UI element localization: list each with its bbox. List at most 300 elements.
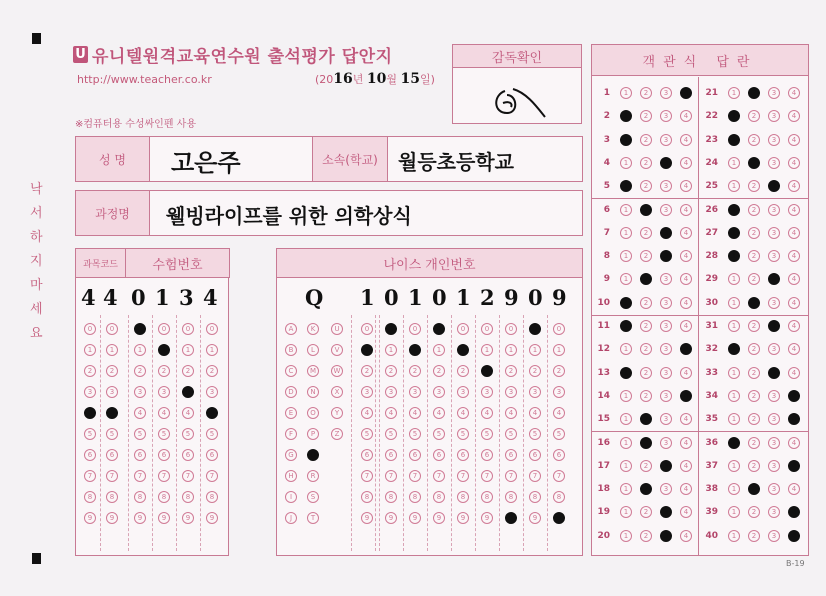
exam-bubble[interactable]: 4	[182, 407, 194, 419]
answer-bubble[interactable]: 4	[680, 367, 692, 379]
answer-bubble[interactable]: 4	[788, 157, 800, 169]
answer-bubble[interactable]: 4	[680, 87, 692, 99]
nice-digit-bubble[interactable]: 4	[529, 407, 541, 419]
exam-bubble[interactable]: 9	[182, 512, 194, 524]
answer-bubble[interactable]: 3	[660, 437, 672, 449]
answer-bubble[interactable]: 4	[680, 180, 692, 192]
exam-bubble[interactable]: 6	[206, 449, 218, 461]
nice-digit-bubble[interactable]: 8	[553, 491, 565, 503]
nice-digit-bubble[interactable]: 9	[505, 512, 517, 524]
exam-bubble[interactable]: 8	[84, 491, 96, 503]
answer-bubble[interactable]: 3	[768, 87, 780, 99]
nice-letter-bubble[interactable]: O	[307, 407, 319, 419]
answer-bubble[interactable]: 2	[748, 134, 760, 146]
nice-digit-bubble[interactable]: 9	[553, 512, 565, 524]
exam-bubble[interactable]: 8	[134, 491, 146, 503]
exam-bubble[interactable]: 3	[206, 386, 218, 398]
nice-digit-bubble[interactable]: 0	[433, 323, 445, 335]
nice-letter-bubble[interactable]: Y	[331, 407, 343, 419]
answer-bubble[interactable]: 4	[788, 250, 800, 262]
exam-bubble[interactable]: 1	[158, 344, 170, 356]
answer-bubble[interactable]: 1	[728, 273, 740, 285]
answer-bubble[interactable]: 3	[660, 273, 672, 285]
answer-bubble[interactable]: 4	[680, 227, 692, 239]
answer-bubble[interactable]: 3	[768, 413, 780, 425]
exam-bubble[interactable]: 6	[158, 449, 170, 461]
exam-bubble[interactable]: 3	[182, 386, 194, 398]
answer-bubble[interactable]: 4	[788, 227, 800, 239]
answer-bubble[interactable]: 2	[640, 390, 652, 402]
answer-bubble[interactable]: 2	[640, 530, 652, 542]
answer-bubble[interactable]: 3	[768, 227, 780, 239]
answer-bubble[interactable]: 2	[748, 273, 760, 285]
exam-bubble[interactable]: 4	[106, 407, 118, 419]
answer-bubble[interactable]: 1	[728, 180, 740, 192]
answer-bubble[interactable]: 1	[728, 460, 740, 472]
answer-bubble[interactable]: 2	[748, 530, 760, 542]
answer-bubble[interactable]: 3	[768, 110, 780, 122]
answer-bubble[interactable]: 4	[680, 157, 692, 169]
answer-bubble[interactable]: 3	[768, 157, 780, 169]
answer-bubble[interactable]: 2	[640, 273, 652, 285]
exam-bubble[interactable]: 7	[158, 470, 170, 482]
nice-digit-bubble[interactable]: 5	[433, 428, 445, 440]
exam-bubble[interactable]: 5	[106, 428, 118, 440]
nice-digit-bubble[interactable]: 1	[529, 344, 541, 356]
answer-bubble[interactable]: 1	[620, 227, 632, 239]
exam-bubble[interactable]: 9	[206, 512, 218, 524]
answer-bubble[interactable]: 3	[660, 390, 672, 402]
answer-bubble[interactable]: 3	[768, 343, 780, 355]
exam-bubble[interactable]: 2	[182, 365, 194, 377]
exam-bubble[interactable]: 4	[158, 407, 170, 419]
nice-digit-bubble[interactable]: 9	[385, 512, 397, 524]
nice-digit-bubble[interactable]: 0	[505, 323, 517, 335]
answer-bubble[interactable]: 4	[788, 483, 800, 495]
answer-bubble[interactable]: 3	[660, 483, 672, 495]
nice-digit-bubble[interactable]: 4	[481, 407, 493, 419]
answer-bubble[interactable]: 1	[620, 506, 632, 518]
answer-bubble[interactable]: 1	[620, 437, 632, 449]
nice-digit-bubble[interactable]: 2	[361, 365, 373, 377]
answer-bubble[interactable]: 1	[728, 227, 740, 239]
nice-digit-bubble[interactable]: 6	[529, 449, 541, 461]
exam-bubble[interactable]: 4	[84, 407, 96, 419]
answer-bubble[interactable]: 2	[640, 506, 652, 518]
answer-bubble[interactable]: 1	[620, 390, 632, 402]
nice-digit-bubble[interactable]: 0	[457, 323, 469, 335]
nice-digit-bubble[interactable]: 6	[505, 449, 517, 461]
answer-bubble[interactable]: 2	[748, 180, 760, 192]
nice-digit-bubble[interactable]: 4	[433, 407, 445, 419]
nice-digit-bubble[interactable]: 9	[529, 512, 541, 524]
nice-letter-bubble[interactable]: A	[285, 323, 297, 335]
exam-bubble[interactable]: 5	[84, 428, 96, 440]
answer-bubble[interactable]: 3	[660, 134, 672, 146]
answer-bubble[interactable]: 4	[680, 273, 692, 285]
nice-digit-bubble[interactable]: 7	[385, 470, 397, 482]
answer-bubble[interactable]: 4	[788, 530, 800, 542]
answer-bubble[interactable]: 3	[660, 204, 672, 216]
answer-bubble[interactable]: 2	[748, 87, 760, 99]
nice-digit-bubble[interactable]: 3	[529, 386, 541, 398]
nice-digit-bubble[interactable]: 2	[505, 365, 517, 377]
answer-bubble[interactable]: 4	[788, 87, 800, 99]
exam-bubble[interactable]: 6	[182, 449, 194, 461]
answer-bubble[interactable]: 1	[728, 530, 740, 542]
nice-letter-bubble[interactable]: W	[331, 365, 343, 377]
supervisor-box[interactable]	[452, 44, 582, 124]
answer-bubble[interactable]: 1	[620, 273, 632, 285]
answer-bubble[interactable]: 3	[768, 297, 780, 309]
answer-bubble[interactable]: 4	[680, 204, 692, 216]
nice-digit-bubble[interactable]: 2	[433, 365, 445, 377]
nice-digit-bubble[interactable]: 8	[433, 491, 445, 503]
nice-digit-bubble[interactable]: 0	[529, 323, 541, 335]
answer-bubble[interactable]: 4	[788, 390, 800, 402]
nice-digit-bubble[interactable]: 5	[505, 428, 517, 440]
answer-bubble[interactable]: 2	[640, 297, 652, 309]
answer-bubble[interactable]: 1	[728, 87, 740, 99]
answer-bubble[interactable]: 2	[748, 110, 760, 122]
answer-bubble[interactable]: 1	[620, 204, 632, 216]
nice-letter-bubble[interactable]: T	[307, 512, 319, 524]
answer-bubble[interactable]: 2	[748, 343, 760, 355]
nice-letter-bubble[interactable]: J	[285, 512, 297, 524]
answer-bubble[interactable]: 4	[788, 506, 800, 518]
nice-digit-bubble[interactable]: 2	[529, 365, 541, 377]
answer-bubble[interactable]: 1	[728, 157, 740, 169]
nice-letter-bubble[interactable]: M	[307, 365, 319, 377]
answer-bubble[interactable]: 2	[748, 506, 760, 518]
answer-bubble[interactable]: 2	[640, 320, 652, 332]
nice-digit-bubble[interactable]: 3	[409, 386, 421, 398]
nice-letter-bubble[interactable]: X	[331, 386, 343, 398]
nice-letter-bubble[interactable]: U	[331, 323, 343, 335]
nice-digit-bubble[interactable]: 3	[481, 386, 493, 398]
answer-bubble[interactable]: 1	[620, 180, 632, 192]
nice-digit-bubble[interactable]: 9	[409, 512, 421, 524]
nice-digit-bubble[interactable]: 6	[409, 449, 421, 461]
exam-bubble[interactable]: 6	[134, 449, 146, 461]
answer-bubble[interactable]: 1	[728, 250, 740, 262]
answer-bubble[interactable]: 3	[660, 367, 672, 379]
nice-digit-bubble[interactable]: 3	[361, 386, 373, 398]
answer-bubble[interactable]: 4	[680, 250, 692, 262]
answer-bubble[interactable]: 1	[728, 506, 740, 518]
nice-digit-bubble[interactable]: 1	[505, 344, 517, 356]
answer-bubble[interactable]: 1	[728, 110, 740, 122]
exam-bubble[interactable]: 5	[158, 428, 170, 440]
nice-letter-bubble[interactable]: S	[307, 491, 319, 503]
answer-bubble[interactable]: 3	[660, 110, 672, 122]
exam-bubble[interactable]: 7	[134, 470, 146, 482]
nice-digit-bubble[interactable]: 1	[361, 344, 373, 356]
answer-bubble[interactable]: 1	[620, 460, 632, 472]
nice-digit-bubble[interactable]: 3	[433, 386, 445, 398]
answer-bubble[interactable]: 1	[620, 320, 632, 332]
answer-bubble[interactable]: 1	[620, 87, 632, 99]
answer-bubble[interactable]: 4	[788, 297, 800, 309]
answer-bubble[interactable]: 4	[788, 180, 800, 192]
nice-digit-bubble[interactable]: 7	[457, 470, 469, 482]
answer-bubble[interactable]: 1	[728, 367, 740, 379]
answer-bubble[interactable]: 3	[660, 157, 672, 169]
nice-digit-bubble[interactable]: 5	[361, 428, 373, 440]
nice-digit-bubble[interactable]: 2	[553, 365, 565, 377]
nice-digit-bubble[interactable]: 9	[457, 512, 469, 524]
exam-bubble[interactable]: 8	[106, 491, 118, 503]
answer-bubble[interactable]: 3	[660, 297, 672, 309]
nice-letter-bubble[interactable]: R	[307, 470, 319, 482]
answer-bubble[interactable]: 4	[788, 413, 800, 425]
nice-digit-bubble[interactable]: 2	[409, 365, 421, 377]
answer-bubble[interactable]: 3	[660, 506, 672, 518]
nice-digit-bubble[interactable]: 1	[433, 344, 445, 356]
nice-digit-bubble[interactable]: 5	[457, 428, 469, 440]
answer-bubble[interactable]: 2	[640, 87, 652, 99]
nice-digit-bubble[interactable]: 6	[481, 449, 493, 461]
nice-digit-bubble[interactable]: 7	[409, 470, 421, 482]
nice-letter-bubble[interactable]: H	[285, 470, 297, 482]
nice-letter-bubble[interactable]: V	[331, 344, 343, 356]
nice-digit-bubble[interactable]: 6	[385, 449, 397, 461]
affiliation-value[interactable]: 월등초등학교	[398, 150, 514, 174]
nice-digit-bubble[interactable]: 0	[409, 323, 421, 335]
answer-bubble[interactable]: 4	[788, 204, 800, 216]
exam-bubble[interactable]: 4	[134, 407, 146, 419]
answer-bubble[interactable]: 2	[748, 250, 760, 262]
answer-bubble[interactable]: 4	[680, 413, 692, 425]
nice-letter-bubble[interactable]: N	[307, 386, 319, 398]
nice-digit-bubble[interactable]: 0	[481, 323, 493, 335]
nice-letter-bubble[interactable]: L	[307, 344, 319, 356]
exam-bubble[interactable]: 3	[158, 386, 170, 398]
nice-digit-bubble[interactable]: 9	[481, 512, 493, 524]
nice-digit-bubble[interactable]: 8	[505, 491, 517, 503]
answer-bubble[interactable]: 4	[788, 367, 800, 379]
answer-bubble[interactable]: 3	[768, 273, 780, 285]
nice-digit-bubble[interactable]: 4	[505, 407, 517, 419]
answer-bubble[interactable]: 1	[620, 343, 632, 355]
nice-letter-bubble[interactable]: P	[307, 428, 319, 440]
answer-bubble[interactable]: 4	[680, 530, 692, 542]
exam-bubble[interactable]: 6	[106, 449, 118, 461]
nice-digit-bubble[interactable]: 8	[457, 491, 469, 503]
nice-digit-bubble[interactable]: 2	[481, 365, 493, 377]
answer-bubble[interactable]: 3	[660, 343, 672, 355]
answer-bubble[interactable]: 3	[660, 180, 672, 192]
exam-bubble[interactable]: 0	[84, 323, 96, 335]
answer-bubble[interactable]: 4	[788, 343, 800, 355]
answer-bubble[interactable]: 1	[728, 297, 740, 309]
nice-digit-bubble[interactable]: 3	[505, 386, 517, 398]
exam-bubble[interactable]: 1	[206, 344, 218, 356]
exam-bubble[interactable]: 2	[158, 365, 170, 377]
answer-bubble[interactable]: 2	[748, 297, 760, 309]
answer-bubble[interactable]: 3	[768, 180, 780, 192]
nice-digit-bubble[interactable]: 7	[433, 470, 445, 482]
answer-bubble[interactable]: 4	[680, 110, 692, 122]
answer-bubble[interactable]: 3	[768, 460, 780, 472]
answer-bubble[interactable]: 2	[748, 227, 760, 239]
exam-bubble[interactable]: 0	[158, 323, 170, 335]
exam-bubble[interactable]: 3	[84, 386, 96, 398]
answer-bubble[interactable]: 2	[640, 157, 652, 169]
nice-digit-bubble[interactable]: 2	[385, 365, 397, 377]
answer-bubble[interactable]: 4	[680, 506, 692, 518]
nice-digit-bubble[interactable]: 7	[505, 470, 517, 482]
answer-bubble[interactable]: 4	[680, 437, 692, 449]
answer-bubble[interactable]: 4	[680, 297, 692, 309]
answer-bubble[interactable]: 1	[728, 437, 740, 449]
exam-bubble[interactable]: 0	[134, 323, 146, 335]
nice-digit-bubble[interactable]: 1	[457, 344, 469, 356]
exam-bubble[interactable]: 5	[182, 428, 194, 440]
nice-digit-bubble[interactable]: 9	[433, 512, 445, 524]
answer-bubble[interactable]: 2	[748, 367, 760, 379]
nice-digit-bubble[interactable]: 8	[361, 491, 373, 503]
answer-bubble[interactable]: 1	[620, 110, 632, 122]
nice-letter-bubble[interactable]: C	[285, 365, 297, 377]
nice-digit-bubble[interactable]: 4	[409, 407, 421, 419]
answer-bubble[interactable]: 2	[640, 483, 652, 495]
nice-digit-bubble[interactable]: 1	[409, 344, 421, 356]
answer-bubble[interactable]: 2	[640, 250, 652, 262]
exam-bubble[interactable]: 7	[182, 470, 194, 482]
exam-bubble[interactable]: 0	[206, 323, 218, 335]
answer-bubble[interactable]: 3	[768, 134, 780, 146]
answer-bubble[interactable]: 4	[788, 460, 800, 472]
answer-bubble[interactable]: 1	[728, 343, 740, 355]
answer-bubble[interactable]: 2	[748, 460, 760, 472]
answer-bubble[interactable]: 1	[620, 367, 632, 379]
answer-bubble[interactable]: 4	[680, 483, 692, 495]
exam-bubble[interactable]: 1	[84, 344, 96, 356]
exam-bubble[interactable]: 2	[84, 365, 96, 377]
answer-bubble[interactable]: 4	[788, 134, 800, 146]
answer-bubble[interactable]: 2	[640, 204, 652, 216]
exam-bubble[interactable]: 0	[182, 323, 194, 335]
exam-bubble[interactable]: 8	[206, 491, 218, 503]
nice-digit-bubble[interactable]: 8	[385, 491, 397, 503]
nice-digit-bubble[interactable]: 6	[553, 449, 565, 461]
nice-digit-bubble[interactable]: 7	[361, 470, 373, 482]
answer-bubble[interactable]: 4	[788, 437, 800, 449]
exam-bubble[interactable]: 8	[158, 491, 170, 503]
answer-bubble[interactable]: 1	[620, 530, 632, 542]
answer-bubble[interactable]: 2	[640, 134, 652, 146]
nice-digit-bubble[interactable]: 4	[361, 407, 373, 419]
exam-bubble[interactable]: 0	[106, 323, 118, 335]
answer-bubble[interactable]: 2	[640, 180, 652, 192]
answer-bubble[interactable]: 2	[748, 320, 760, 332]
nice-letter-bubble[interactable]: E	[285, 407, 297, 419]
answer-bubble[interactable]: 1	[728, 413, 740, 425]
nice-digit-bubble[interactable]: 3	[457, 386, 469, 398]
answer-bubble[interactable]: 3	[768, 320, 780, 332]
exam-bubble[interactable]: 4	[206, 407, 218, 419]
nice-digit-bubble[interactable]: 4	[385, 407, 397, 419]
answer-bubble[interactable]: 3	[660, 250, 672, 262]
nice-letter-bubble[interactable]: B	[285, 344, 297, 356]
answer-bubble[interactable]: 2	[748, 204, 760, 216]
answer-bubble[interactable]: 3	[768, 250, 780, 262]
exam-bubble[interactable]: 2	[206, 365, 218, 377]
nice-digit-bubble[interactable]: 8	[481, 491, 493, 503]
answer-bubble[interactable]: 2	[640, 343, 652, 355]
answer-bubble[interactable]: 2	[640, 367, 652, 379]
answer-bubble[interactable]: 4	[680, 134, 692, 146]
answer-bubble[interactable]: 3	[768, 530, 780, 542]
answer-bubble[interactable]: 2	[640, 110, 652, 122]
answer-bubble[interactable]: 3	[660, 530, 672, 542]
exam-bubble[interactable]: 5	[206, 428, 218, 440]
exam-bubble[interactable]: 8	[182, 491, 194, 503]
answer-bubble[interactable]: 4	[788, 110, 800, 122]
nice-digit-bubble[interactable]: 4	[553, 407, 565, 419]
nice-digit-bubble[interactable]: 5	[481, 428, 493, 440]
exam-bubble[interactable]: 6	[84, 449, 96, 461]
answer-bubble[interactable]: 1	[728, 390, 740, 402]
answer-bubble[interactable]: 2	[748, 413, 760, 425]
answer-bubble[interactable]: 3	[660, 320, 672, 332]
answer-bubble[interactable]: 3	[768, 506, 780, 518]
answer-bubble[interactable]: 1	[728, 320, 740, 332]
answer-bubble[interactable]: 4	[680, 460, 692, 472]
answer-bubble[interactable]: 2	[640, 437, 652, 449]
answer-bubble[interactable]: 1	[620, 250, 632, 262]
exam-bubble[interactable]: 2	[106, 365, 118, 377]
answer-bubble[interactable]: 1	[620, 157, 632, 169]
answer-bubble[interactable]: 2	[748, 390, 760, 402]
nice-digit-bubble[interactable]: 3	[553, 386, 565, 398]
answer-bubble[interactable]: 1	[620, 483, 632, 495]
answer-bubble[interactable]: 3	[768, 390, 780, 402]
nice-digit-bubble[interactable]: 0	[385, 323, 397, 335]
nice-digit-bubble[interactable]: 7	[553, 470, 565, 482]
nice-digit-bubble[interactable]: 7	[481, 470, 493, 482]
nice-digit-bubble[interactable]: 8	[529, 491, 541, 503]
answer-bubble[interactable]: 3	[660, 460, 672, 472]
exam-bubble[interactable]: 1	[182, 344, 194, 356]
nice-digit-bubble[interactable]: 1	[481, 344, 493, 356]
exam-bubble[interactable]: 7	[84, 470, 96, 482]
exam-bubble[interactable]: 3	[134, 386, 146, 398]
answer-bubble[interactable]: 3	[660, 87, 672, 99]
nice-letter-bubble[interactable]: K	[307, 323, 319, 335]
exam-bubble[interactable]: 5	[134, 428, 146, 440]
nice-letter-bubble[interactable]: F	[285, 428, 297, 440]
exam-bubble[interactable]: 9	[84, 512, 96, 524]
nice-digit-bubble[interactable]: 9	[361, 512, 373, 524]
exam-bubble[interactable]: 7	[206, 470, 218, 482]
exam-bubble[interactable]: 9	[158, 512, 170, 524]
nice-digit-bubble[interactable]: 6	[433, 449, 445, 461]
answer-bubble[interactable]: 1	[728, 483, 740, 495]
answer-bubble[interactable]: 3	[768, 483, 780, 495]
answer-bubble[interactable]: 1	[620, 134, 632, 146]
answer-bubble[interactable]: 1	[620, 297, 632, 309]
exam-bubble[interactable]: 2	[134, 365, 146, 377]
course-value[interactable]: 웰빙라이프를 위한 의학상식	[166, 204, 412, 228]
nice-digit-bubble[interactable]: 2	[457, 365, 469, 377]
answer-bubble[interactable]: 2	[748, 157, 760, 169]
exam-bubble[interactable]: 1	[106, 344, 118, 356]
answer-bubble[interactable]: 3	[768, 367, 780, 379]
exam-bubble[interactable]: 9	[106, 512, 118, 524]
answer-bubble[interactable]: 4	[680, 320, 692, 332]
